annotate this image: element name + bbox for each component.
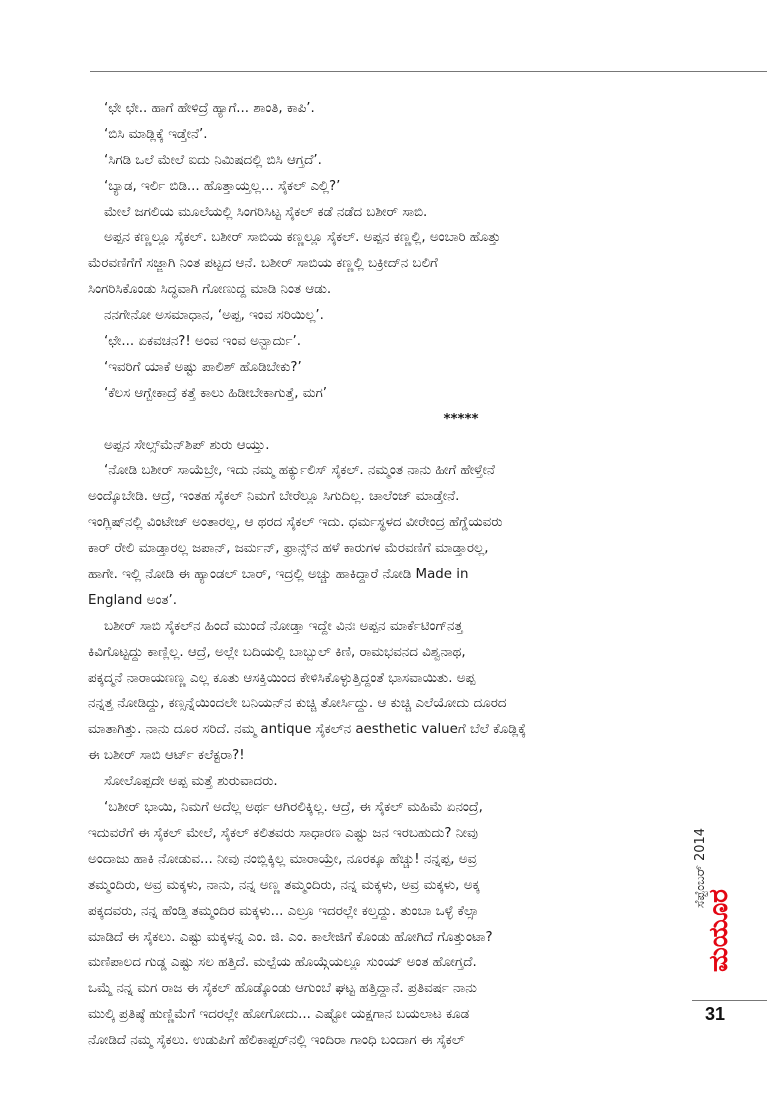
magazine-logo: ಮಯೂರ [704, 889, 734, 972]
text-line: ‘ನೋಡಿ ಬಶೀರ್ ಸಾಯೆಬ್ರೇ, ಇದು ನಮ್ಮ ಹರ್ಕ್ಯುಲಿಸ್ ಸೈಕಲ್. ನಮ್ಮಂತ ನಾನು ಹೀಗೆ ಹೇಳ್ತೇನೆ [104, 463, 495, 479]
text-line: ‘ಇವರಿಗೆ ಯಾಕೆ ಅಷ್ಟು ಪಾಲಿಶ್ ಹೊಡಿಬೇಕು?’ [104, 359, 302, 375]
text-line: ‘ಬಶೀರ್ ಭಾಯಿ, ನಿಮಗೆ ಅದೆಲ್ಲ ಅರ್ಥ ಆಗಿರಲಿಕ್ಕಿಲ್ಲ. ಆದ್ರೆ, ಈ ಸೈಕಲ್ ಮಹಿಮೆ ಏನಂದ್ರೆ, [104, 800, 483, 816]
text-line: ಪಕ್ಕದವರು, ನನ್ನ ಹೆಂಡ್ತಿ ತಮ್ಮಂದಿರ ಮಕ್ಕಳು... ಎಲ್ರೂ ಇದರಲ್ಲೇ ಕಲ್ತದ್ದು. ತುಂಬಾ ಒಳ್ಳೆ ಕೆಲ್ಸಾ [88, 903, 479, 919]
text-line: ಅಂದಾಜು ಹಾಕಿ ನೋಡುವ... ನೀವು ನಂಬ್ಲಿಕ್ಕಿಲ್ಲ ಮಾರಾಯ್ರೇ, ನೂರಕ್ಕೂ ಹೆಚ್ಚು! ನನ್ನಪ್ಪ, ಅವ್ರ [88, 851, 477, 867]
text-line: ‘ಕೆಲಸ ಆಗ್ಬೇಕಾದ್ರೆ ಕತ್ತೆ ಕಾಲು ಹಿಡೀಬೇಕಾಗುತ್ತೆ, ಮಗ’ [104, 385, 328, 401]
text-line: ಮುಲ್ಕಿ ಪ್ರತಿಷ್ಠೆ ಹುಣ್ಣಿಮೆಗೆ ಇದರಲ್ಲೇ ಹೋಗೋದು... ಎಷ್ಟೋ ಯಕ್ಷಗಾನ ಬಯಲಾಟ ಕೂಡ [88, 1007, 470, 1023]
text-line: ಮೆರವಣಿಗೆಗೆ ಸಜ್ಜಾಗಿ ನಿಂತ ಪಟ್ಟದ ಆನೆ. ಬಶೀರ್ ಸಾಬಿಯ ಕಣ್ಣಲ್ಲಿ ಬಕ್ರೀದ್‌ನ ಬಲಿಗೆ [88, 256, 438, 272]
text-line: ಅಪ್ಪನ ಕಣ್ಣಲ್ಲೂ ಸೈಕಲ್. ಬಶೀರ್ ಸಾಬಿಯ ಕಣ್ಣಲ್ಲೂ ಸೈಕಲ್. ಅಪ್ಪನ ಕಣ್ಣಲ್ಲಿ, ಅಂಬಾರಿ ಹೊತ್ತು [104, 230, 501, 246]
section-separator: ***** [443, 411, 479, 427]
text-line: ಒಮ್ಮೆ ನನ್ನ ಮಗ ರಾಜ ಈ ಸೈಕಲ್ ಹೊಡ್ಕೊಂಡು ಆಗುಂಬೆ ಘಟ್ಟ ಹತ್ತಿದ್ದಾನೆ. ಪ್ರತಿವರ್ಷ ನಾನು [88, 981, 477, 997]
text-line: ಮಣಿಪಾಲದ ಗುಡ್ಡ ಎಷ್ಟು ಸಲ ಹತ್ತಿದೆ. ಮಲ್ಪೆಯ ಹೊಯ್ಗೆಯಲ್ಲೂ ಸುಂಯ್ ಅಂತ ಹೋಗ್ತದೆ. [88, 955, 477, 971]
text-line: ಅಂದ್ಕೊಬೇಡಿ. ಆದ್ರೆ, ಇಂತಹ ಸೈಕಲ್ ನಿಮಗೆ ಬೇರೆಲ್ಲೂ ಸಿಗುದಿಲ್ಲ. ಚಾಲೆಂಜ್ ಮಾಡ್ತೇನೆ. [88, 489, 460, 505]
text-line: ಅಪ್ಪನ ಸೇಲ್ಸ್‌ಮೆನ್‌ಶಿಪ್ ಶುರು ಆಯ್ತು. [104, 437, 270, 453]
text-line: ಸಿಂಗರಿಸಿಕೊಂಡು ಸಿದ್ಧವಾಗಿ ಗೋಣುದ್ದ ಮಾಡಿ ನಿಂತ ಆಡು. [88, 282, 332, 298]
text-line: England ಅಂತ’. [88, 592, 177, 608]
text-line: ನನ್ನತ್ತ ನೋಡಿದ್ದು, ಕಣ್ಸನ್ನೆಯಿಂದಲೇ ಬನಿಯನ್‌ನ ಕುಚ್ಚಿ ತೋರ್ಸಿದ್ದು. ಆ ಕುಚ್ಚಿ ಎಲೆಯೋದು ದೂರದ [88, 696, 507, 712]
text-line: ‘ಸಿಗಡಿ ಒಲೆ ಮೇಲೆ ಐದು ನಿಮಿಷದಲ್ಲಿ ಬಿಸಿ ಆಗ್ತದೆ’. [104, 152, 322, 168]
text-line: ಈ ಬಶೀರ್ ಸಾಬಿ ಆರ್ಟ್ ಕಲೆಕ್ಟರಾ?! [88, 748, 245, 764]
text-line: ಮೇಲೆ ಜಗಲಿಯ ಮೂಲೆಯಲ್ಲಿ ಸಿಂಗರಿಸಿಟ್ಟ ಸೈಕಲ್ ಕಡೆ ನಡೆದ ಬಶೀರ್ ಸಾಬಿ. [104, 204, 428, 220]
text-line: ‘ಛೇ... ಏಕವಚನ?! ಅಂವ ಇಂವ ಅನ್ಬಾರ್ದು’. [104, 334, 301, 350]
text-line: ಇಂಗ್ಲಿಷ್‌ನಲ್ಲಿ ವಿಂಟೇಜ್ ಅಂತಾರಲ್ಲ, ಆ ಥರದ ಸೈಕಲ್ ಇದು. ಧರ್ಮಸ್ಥಳದ ವೀರೇಂದ್ರ ಹೆಗ್ಡೆಯವರು [88, 515, 503, 531]
text-line: ಮಾತಾಗಿತ್ತು. ನಾನು ದೂರ ಸರಿದೆ. ನಮ್ಮ antique ಸೈಕಲ್‌ನ aesthetic valueಗೆ ಬೆಲೆ ಕೊಡ್ಲಿಕ್ಕೆ [88, 722, 527, 738]
text-line: ಬಶೀರ್ ಸಾಬಿ ಸೈಕಲ್‌ನ ಹಿಂದೆ ಮುಂದೆ ನೋಡ್ತಾ ಇದ್ದೇ ವಿನಃ ಅಪ್ಪನ ಮಾರ್ಕೆಟಿಂಗ್‌ನತ್ತ [104, 618, 463, 634]
text-line: ಮಾಡಿದೆ ಈ ಸೈಕಲು. ಎಷ್ಟು ಮಕ್ಕಳನ್ನ ಎಂ. ಜಿ. ಎಂ. ಕಾಲೇಜಿಗೆ ಕೊಂಡು ಹೋಗಿದೆ ಗೊತ್ತುಂಟಾ? [88, 929, 493, 945]
footer-rule [692, 1000, 767, 1001]
text-line: ‘ಬ್ಯಾಡ, ಇರ್ಲಿ ಬಿಡಿ... ಹೊತ್ತಾಯ್ತಲ್ಲ... ಸೈಕಲ್ ಎಲ್ಲಿ?’ [104, 178, 341, 194]
text-line: ತಮ್ಮಂದಿರು, ಅವ್ರ ಮಕ್ಕಳು, ನಾನು, ನನ್ನ ಅಣ್ಣ ತಮ್ಮಂದಿರು, ನನ್ನ ಮಕ್ಕಳು, ಅವ್ರ ಮಕ್ಕಳು, ಅಕ್ಕ [88, 877, 480, 893]
text-line: ನೋಡಿದೆ ನಮ್ಮ ಸೈಕಲು. ಉಡುಪಿಗೆ ಹೆಲಿಕಾಪ್ಟರ್‌ನಲ್ಲಿ ಇಂದಿರಾ ಗಾಂಧಿ ಬಂದಾಗ ಈ ಸೈಕಲ್ [88, 1033, 465, 1049]
text-line: ಪಕ್ಕದ್ಮನೆ ನಾರಾಯಣಣ್ಣ ಎಲ್ಲ ಕೂತು ಆಸಕ್ತಿಯಿಂದ ಕೇಳಿಸಿಕೊಳ್ಳುತ್ತಿದ್ದಂತೆ ಭಾಸವಾಯಿತು. ಅಪ್ಪ [88, 670, 476, 686]
page-number: 31 [704, 1004, 726, 1024]
top-rule [90, 71, 767, 72]
text-line: ಹಾಗೇ. ಇಲ್ಲಿ ನೋಡಿ ಈ ಹ್ಯಾಂಡಲ್ ಬಾರ್, ಇದ್ರಲ್ಲಿ ಅಚ್ಚು ಹಾಕಿದ್ದಾರೆ ನೋಡಿ Made in [88, 567, 469, 583]
text-line: ಸೋಲೊಪ್ಪದೇ ಅಪ್ಪ ಮತ್ತೆ ಶುರುವಾದರು. [104, 774, 278, 790]
text-line: ಕಿವಿಗೊಟ್ಟದ್ದು ಕಾಣ್ಲಿಲ್ಲ. ಆದ್ರೆ, ಅಲ್ಲೇ ಬದಿಯಲ್ಲಿ ಬಾಬ್ಬುಲ್ ಕಿಣಿ, ರಾಮಭವನದ ವಿಶ್ವನಾಥ, [88, 644, 466, 660]
text-line: ಕಾರ್ ರೇಲಿ ಮಾಡ್ತಾರಲ್ಲ ಜಪಾನ್, ಜರ್ಮನ್, ಫ್ರಾನ್ಸ್‌ನ ಹಳೆ ಕಾರುಗಳ ಮೆರವಣಿಗೆ ಮಾಡ್ತಾರಲ್ಲ, [88, 541, 489, 557]
article-body [88, 96, 684, 1049]
issue-date: ಸೆಪ್ಟೆಂಬರ್ 2014 [693, 827, 708, 908]
text-line: ‘ಬಿಸಿ ಮಾಡ್ಲಿಕ್ಕೆ ಇಡ್ತೇನೆ’. [104, 126, 208, 142]
text-line: ನನಗೇನೋ ಅಸಮಾಧಾನ, ‘ಅಪ್ಪ, ಇಂವ ಸರಿಯಿಲ್ಲ’. [104, 308, 324, 324]
text-line: ಇದುವರೆಗೆ ಈ ಸೈಕಲ್ ಮೇಲೆ, ಸೈಕಲ್ ಕಲಿತವರು ಸಾಧಾರಣ ಎಷ್ಟು ಜನ ಇರಬಹುದು? ನೀವು [88, 825, 478, 841]
text-line: ‘ಛೇ ಛೇ.. ಹಾಗೆ ಹೇಳಿದ್ರೆ ಹ್ಯಾಗೆ... ಶಾಂತಿ, ಕಾಪಿ’. [104, 101, 315, 116]
